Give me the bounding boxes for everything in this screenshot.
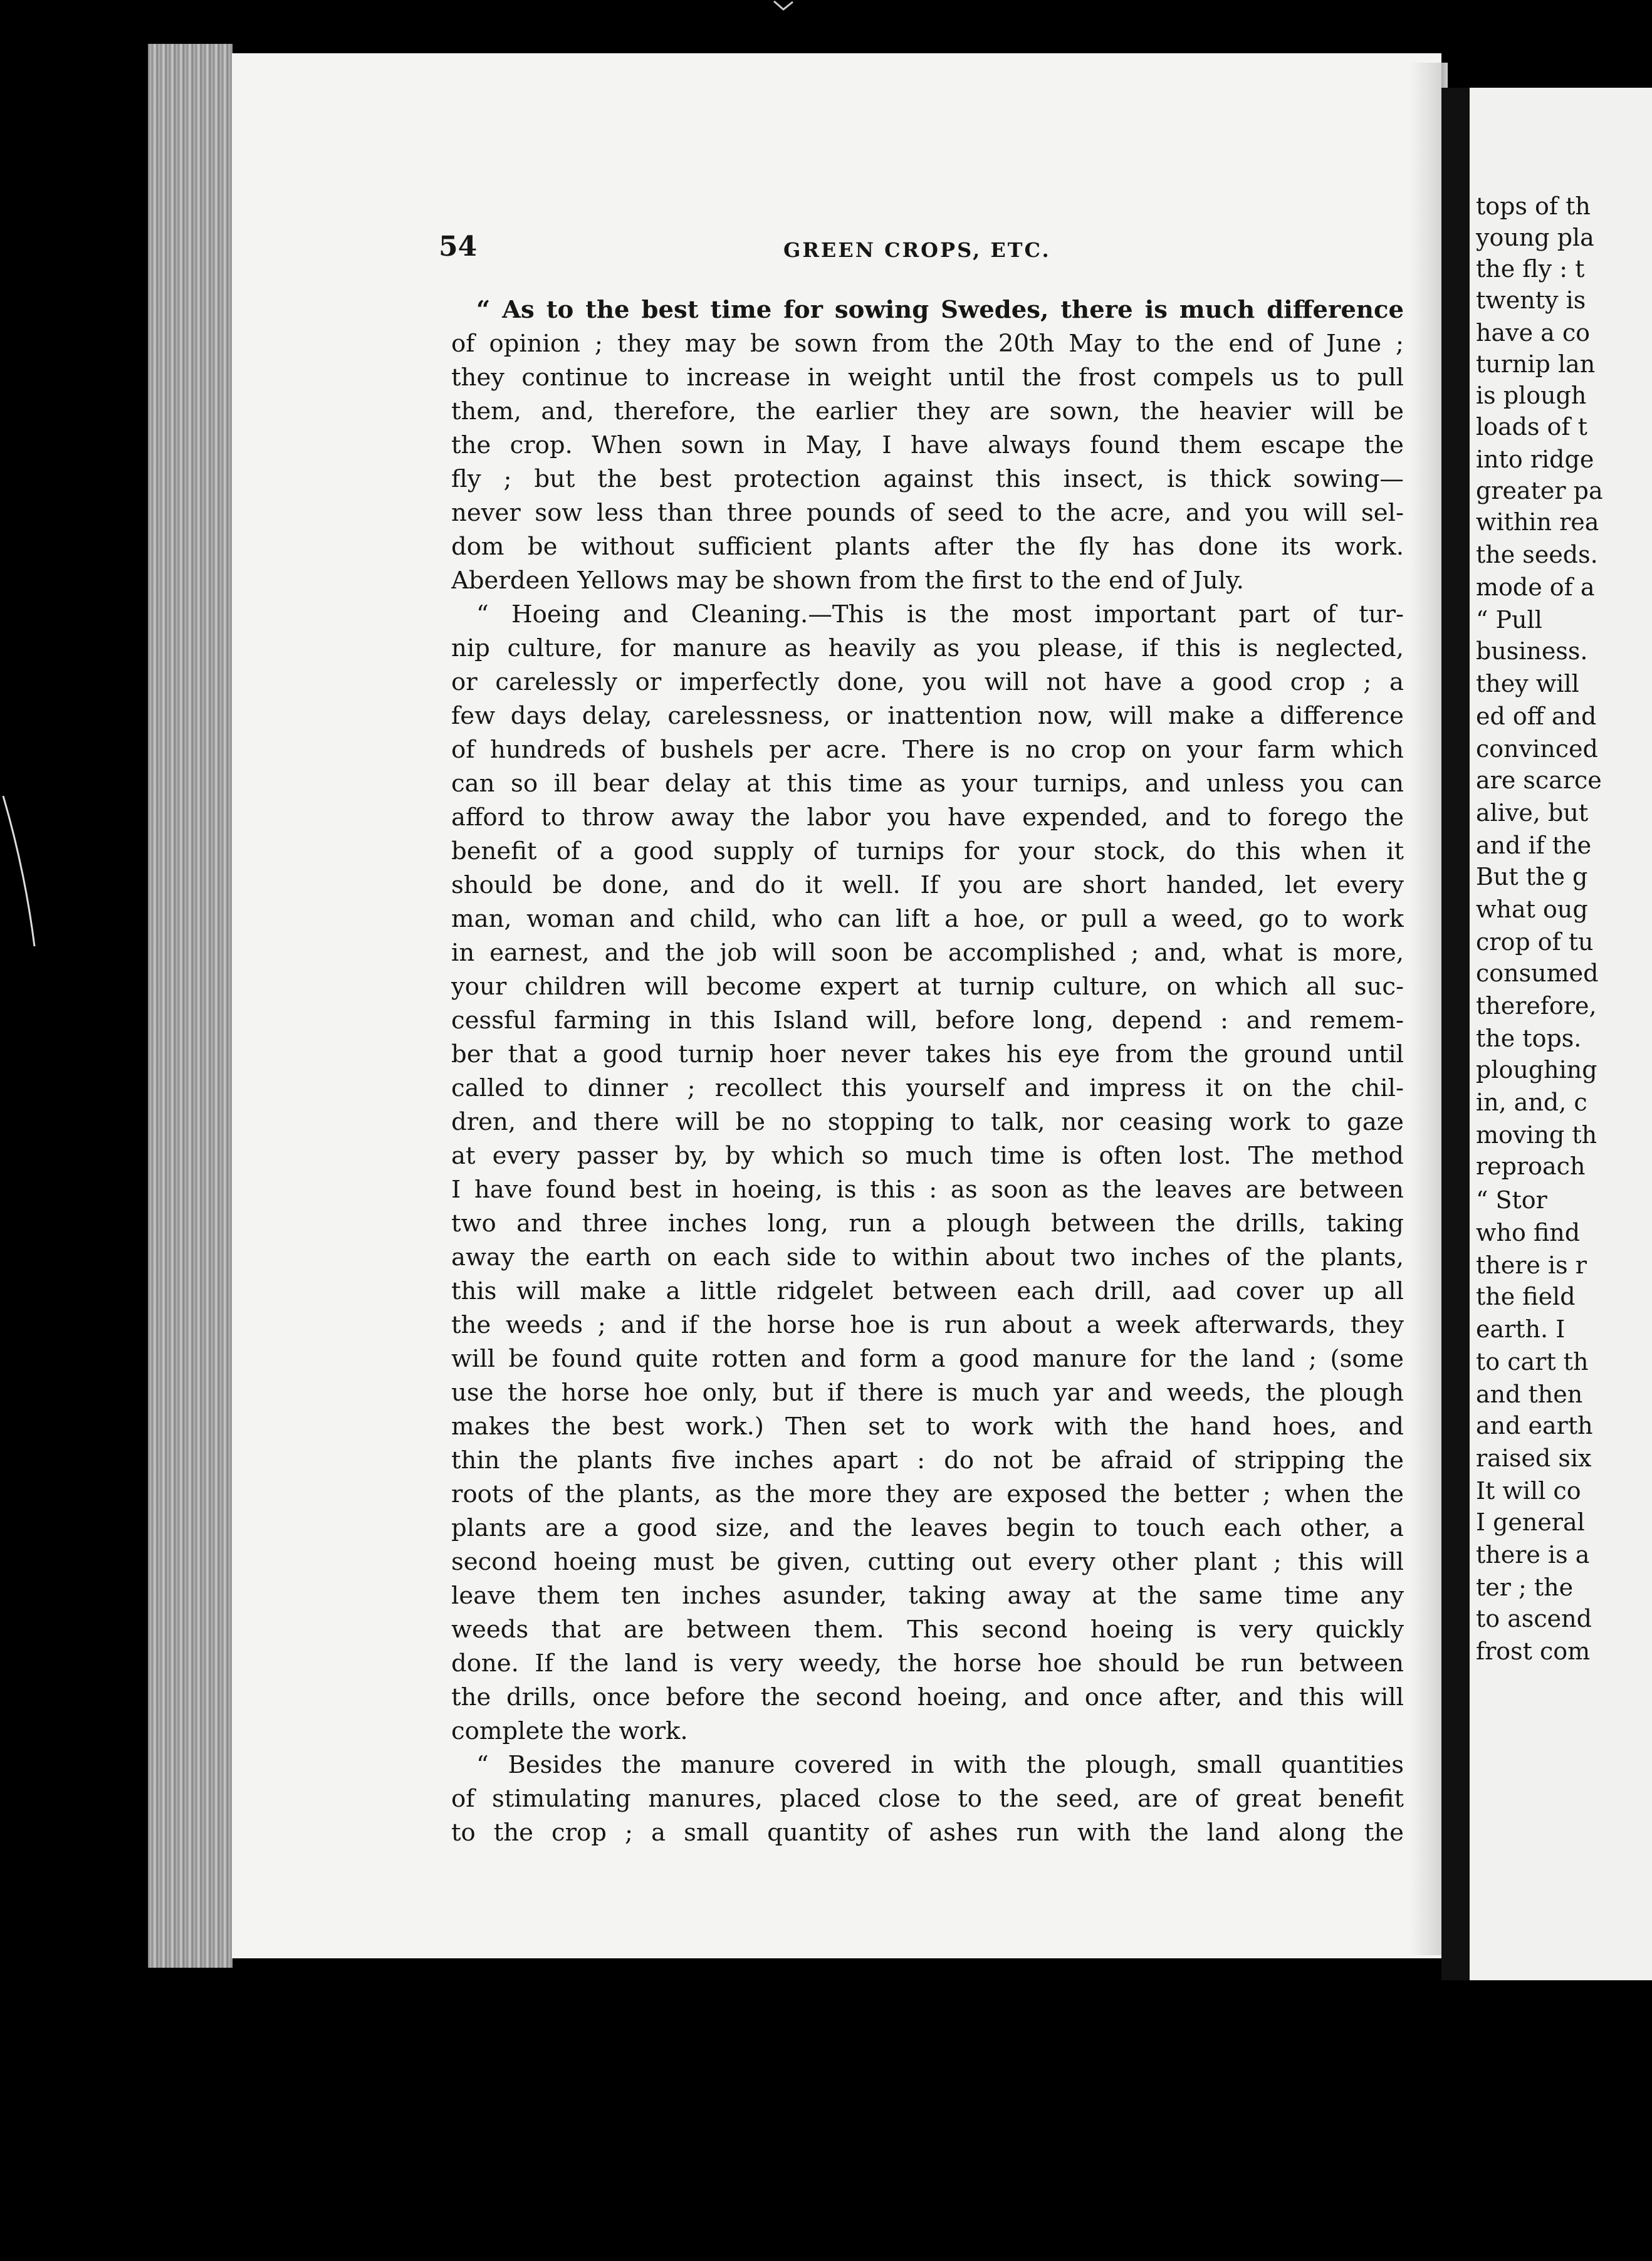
next-page-line: the field	[1476, 1283, 1576, 1310]
next-page-line: and then	[1476, 1381, 1583, 1408]
text-line: use the horse hoe only, but if there is much yar and weeds, the plough	[451, 1379, 1404, 1407]
text-line: they continue to increase in weight until the frost compels us to pull	[451, 363, 1404, 392]
text-line: roots of the plants, as the more they are exposed the better ; when the	[451, 1480, 1404, 1508]
next-page-line: and if the	[1476, 832, 1592, 859]
next-page-line: It will co	[1476, 1477, 1581, 1505]
text-line: weeds that are between them. This second hoeing is very quickly	[451, 1616, 1404, 1644]
body-text	[451, 293, 1404, 1850]
text-line: leave them ten inches asunder, taking away at the same time any	[451, 1582, 1404, 1610]
text-line: nip culture, for manure as heavily as you please, if this is neglected,	[451, 634, 1404, 662]
page-header	[439, 231, 1416, 262]
next-page-line: convinced	[1476, 735, 1598, 763]
text-line: away the earth on each side to within about two inches of the plants,	[451, 1243, 1404, 1271]
next-page-line: young pla	[1476, 224, 1594, 251]
next-page-line: mode of a	[1476, 573, 1595, 601]
text-line: “ Hoeing and Cleaning.—This is the most important part of tur-	[476, 600, 1404, 629]
text-line: ber that a good turnip hoer never takes his eye from the ground until	[451, 1040, 1404, 1068]
text-line: called to dinner ; recollect this yourself and impress it on the chil-	[451, 1074, 1404, 1102]
next-page-line: earth. I	[1476, 1315, 1566, 1343]
text-line: makes the best work.) Then set to work with the hand hoes, and	[451, 1412, 1404, 1441]
next-page-line: what oug	[1476, 896, 1588, 923]
text-line: “ As to the best time for sowing Swedes, there is much difference	[476, 296, 1404, 324]
next-page-line: and earth	[1476, 1412, 1593, 1439]
next-page-fragment	[1470, 88, 1652, 1980]
text-line: afford to throw away the labor you have expended, and to forego the	[451, 803, 1404, 832]
next-page-line: the seeds.	[1476, 541, 1598, 568]
book-page-edges	[148, 44, 233, 1968]
next-page-line: crop of tu	[1476, 928, 1594, 956]
text-line: complete the work.	[451, 1717, 688, 1745]
next-page-line: loads of t	[1476, 413, 1587, 441]
next-page-line: there is a	[1476, 1541, 1590, 1569]
text-line: dren, and there will be no stopping to talk, nor ceasing work to gaze	[451, 1108, 1404, 1136]
text-line: second hoeing must be given, cutting out every other plant ; this will	[451, 1548, 1404, 1576]
next-page-line: have a co	[1476, 319, 1591, 347]
next-page-line: turnip lan	[1476, 350, 1596, 378]
next-page-line: consumed	[1476, 959, 1599, 987]
text-line: of opinion ; they may be sown from the 20th May to the end of June ;	[451, 330, 1404, 358]
text-line: the crop. When sown in May, I have always found them escape the	[451, 431, 1404, 459]
next-page-line: the tops.	[1476, 1025, 1582, 1052]
text-line: plants are a good size, and the leaves begin to touch each other, a	[451, 1514, 1404, 1542]
next-page-line: But the g	[1476, 863, 1588, 890]
next-page-line: to ascend	[1476, 1605, 1592, 1632]
next-page-line: alive, but	[1476, 799, 1589, 827]
page-number: 54	[439, 231, 478, 263]
next-page-line: business.	[1476, 637, 1588, 665]
text-line: them, and, therefore, the earlier they are sown, the heavier will be	[451, 397, 1404, 426]
next-page-line: twenty is	[1476, 286, 1586, 314]
text-line: of hundreds of bushels per acre. There is no crop on your farm which	[451, 736, 1404, 764]
text-line: done. If the land is very weedy, the horse hoe should be run between	[451, 1649, 1404, 1678]
next-page-line: tops of th	[1476, 192, 1591, 220]
text-line: your children will become expert at turnip culture, on which all suc-	[451, 973, 1404, 1001]
next-page-line: greater pa	[1476, 477, 1603, 504]
next-page-line: are scarce	[1476, 766, 1602, 794]
next-page-line: the fly : t	[1476, 255, 1585, 283]
text-line: Aberdeen Yellows may be shown from the first to the end of July.	[451, 567, 1245, 595]
text-line: cessful farming in this Island will, before long, depend : and remem-	[451, 1006, 1404, 1035]
next-page-line: raised six	[1476, 1444, 1592, 1472]
next-page-line: to cart th	[1476, 1348, 1589, 1376]
next-page-line: ed off and	[1476, 702, 1597, 730]
text-line: fly ; but the best protection against this insect, is thick sowing—	[451, 465, 1404, 493]
scan-mark	[771, 0, 796, 13]
next-page-line: who find	[1476, 1219, 1581, 1246]
text-line: “ Besides the manure covered in with the plough, small quantities	[476, 1751, 1404, 1779]
next-page-line: therefore,	[1476, 992, 1597, 1020]
text-line: few days delay, carelessness, or inattention now, will make a difference	[451, 702, 1404, 730]
next-page-line: I general	[1476, 1508, 1585, 1536]
text-line: this will make a little ridgelet between each drill, aad cover up all	[451, 1277, 1404, 1305]
text-line: in earnest, and the job will soon be accomplished ; and, what is more,	[451, 939, 1404, 967]
text-line: two and three inches long, run a plough between the drills, taking	[451, 1209, 1404, 1238]
next-page-line: ter ; the	[1476, 1574, 1574, 1601]
text-line: thin the plants five inches apart : do not be afraid of stripping the	[451, 1446, 1404, 1475]
book-gutter	[1441, 88, 1473, 1980]
next-page-line: in, and, c	[1476, 1089, 1587, 1116]
next-page-line: frost com	[1476, 1637, 1591, 1665]
text-line: of stimulating manures, placed close to the seed, are of great benefit	[451, 1785, 1404, 1813]
text-line: dom be without sufficient plants after the fly has done its work.	[451, 533, 1404, 561]
next-page-line: is plough	[1476, 382, 1587, 409]
text-line: will be found quite rotten and form a good manure for the land ; (some	[451, 1345, 1404, 1373]
text-line: to the crop ; a small quantity of ashes run with the land along the	[451, 1819, 1404, 1847]
next-page-line: “ Pull	[1476, 606, 1542, 634]
text-line: at every passer by, by which so much time is often lost. The method	[451, 1142, 1404, 1170]
next-page-line: “ Stor	[1476, 1186, 1547, 1214]
next-page-line: within rea	[1476, 508, 1599, 536]
text-line: the weeds ; and if the horse hoe is run about a week afterwards, they	[451, 1311, 1404, 1339]
text-line: benefit of a good supply of turnips for your stock, do this when it	[451, 837, 1404, 865]
text-line: should be done, and do it well. If you are short handed, let every	[451, 871, 1404, 899]
next-page-line: they will	[1476, 670, 1579, 697]
scan-curve-mark	[0, 796, 38, 946]
next-page-line: moving th	[1476, 1121, 1597, 1149]
next-page-line: ploughing	[1476, 1056, 1597, 1084]
text-line: or carelessly or imperfectly done, you will not have a good crop ; a	[451, 668, 1404, 696]
text-line: can so ill bear delay at this time as your turnips, and unless you can	[451, 770, 1404, 798]
next-page-line: reproach	[1476, 1152, 1586, 1180]
text-line: the drills, once before the second hoeing, and once after, and this will	[451, 1683, 1404, 1711]
next-page-line: into ridge	[1476, 446, 1594, 473]
text-line: man, woman and child, who can lift a hoe, or pull a weed, go to work	[451, 905, 1404, 933]
next-page-line: there is r	[1476, 1251, 1587, 1279]
text-line: never sow less than three pounds of seed to the acre, and you will sel-	[451, 499, 1404, 527]
running-head: GREEN CROPS, ETC.	[783, 238, 1051, 262]
text-line: I have found best in hoeing, is this : as soon as the leaves are between	[451, 1176, 1404, 1204]
